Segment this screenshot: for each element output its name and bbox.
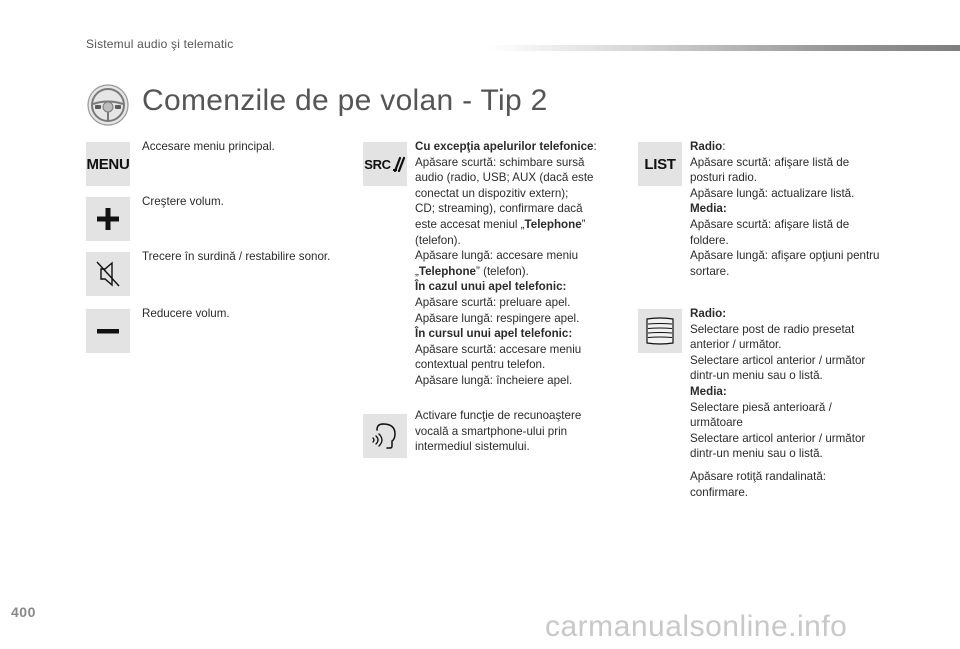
watermark: carmanualsonline.info [545,610,848,643]
phone-handset-icon [392,156,406,172]
mute-button[interactable] [86,252,130,296]
volume-down-button[interactable] [86,309,130,353]
src-button[interactable] [363,142,407,186]
volume-down-description: Reducere volum. [142,307,230,320]
steering-wheel-icon [86,83,130,127]
thumbwheel-icon [644,316,676,346]
menu-description: Accesare meniu principal. [142,140,275,153]
voice-command-icon [369,420,401,452]
list-key-label: LIST [644,155,676,173]
header-rule [488,45,960,51]
menu-button[interactable] [86,142,130,186]
volume-up-description: Creştere volum. [142,195,224,208]
thumbwheel-press-description: Apăsare rotiţă randalinată: confirmare. [690,470,826,499]
volume-up-button[interactable] [86,197,130,241]
plus-icon [95,206,121,232]
menu-key-label: MENU [86,155,130,173]
list-button[interactable] [638,142,682,186]
thumbwheel-button[interactable] [638,309,682,353]
page-title: Comenzile de pe volan - Tip 2 [142,84,548,117]
list-description: Radio: Apăsare scurtă: afişare listă de posturi radio. Apăsare lungă: actualizare listă. Media: Apăsare scurtă: afişare listă de foldere. Apăsare lungă: afişare opţiuni pentru sortare. [690,140,880,278]
voice-recognition-button[interactable] [363,414,407,458]
section-header: Sistemul audio şi telematic [86,37,234,51]
src-key-label: SRC [364,156,391,172]
voice-recognition-description: Activare funcţie de recunoaştere vocală a smartphone-ului prin intermediul sistemului. [415,409,582,454]
minus-icon [95,318,121,344]
thumbwheel-description: Radio: Selectare post de radio presetat anterior / următor. Selectare articol anterior / următor dintr-un meniu sau o listă. Media: Selectare piesă anterioară / următoare Selectare articol anterior / următor dintr-un meniu sau o listă. [690,307,866,461]
mute-speaker-icon [93,258,123,290]
page-number: 400 [11,604,36,620]
src-description: Cu excepţia apelurilor telefonice: Apăsare scurtă: schimbare sursă audio (radio, USB; AUX (dacă este conectat un dispozitiv extern); CD; streaming), confirmare dacă este accesat meniul „Telephone” (telefon). Apăsare lungă: accesare meniu „Telephone” (telefon). În cazul unui apel telefonic: Apăsare scurtă: preluare apel. Apăsare lungă: respingere apel. În cursul unui apel telefonic: Apăsare scurtă: accesare meniu contextual pentru telefon. Apăsare lungă: încheiere apel. [415,140,597,387]
mute-description: Trecere în surdină / restabilire sonor. [142,250,331,263]
